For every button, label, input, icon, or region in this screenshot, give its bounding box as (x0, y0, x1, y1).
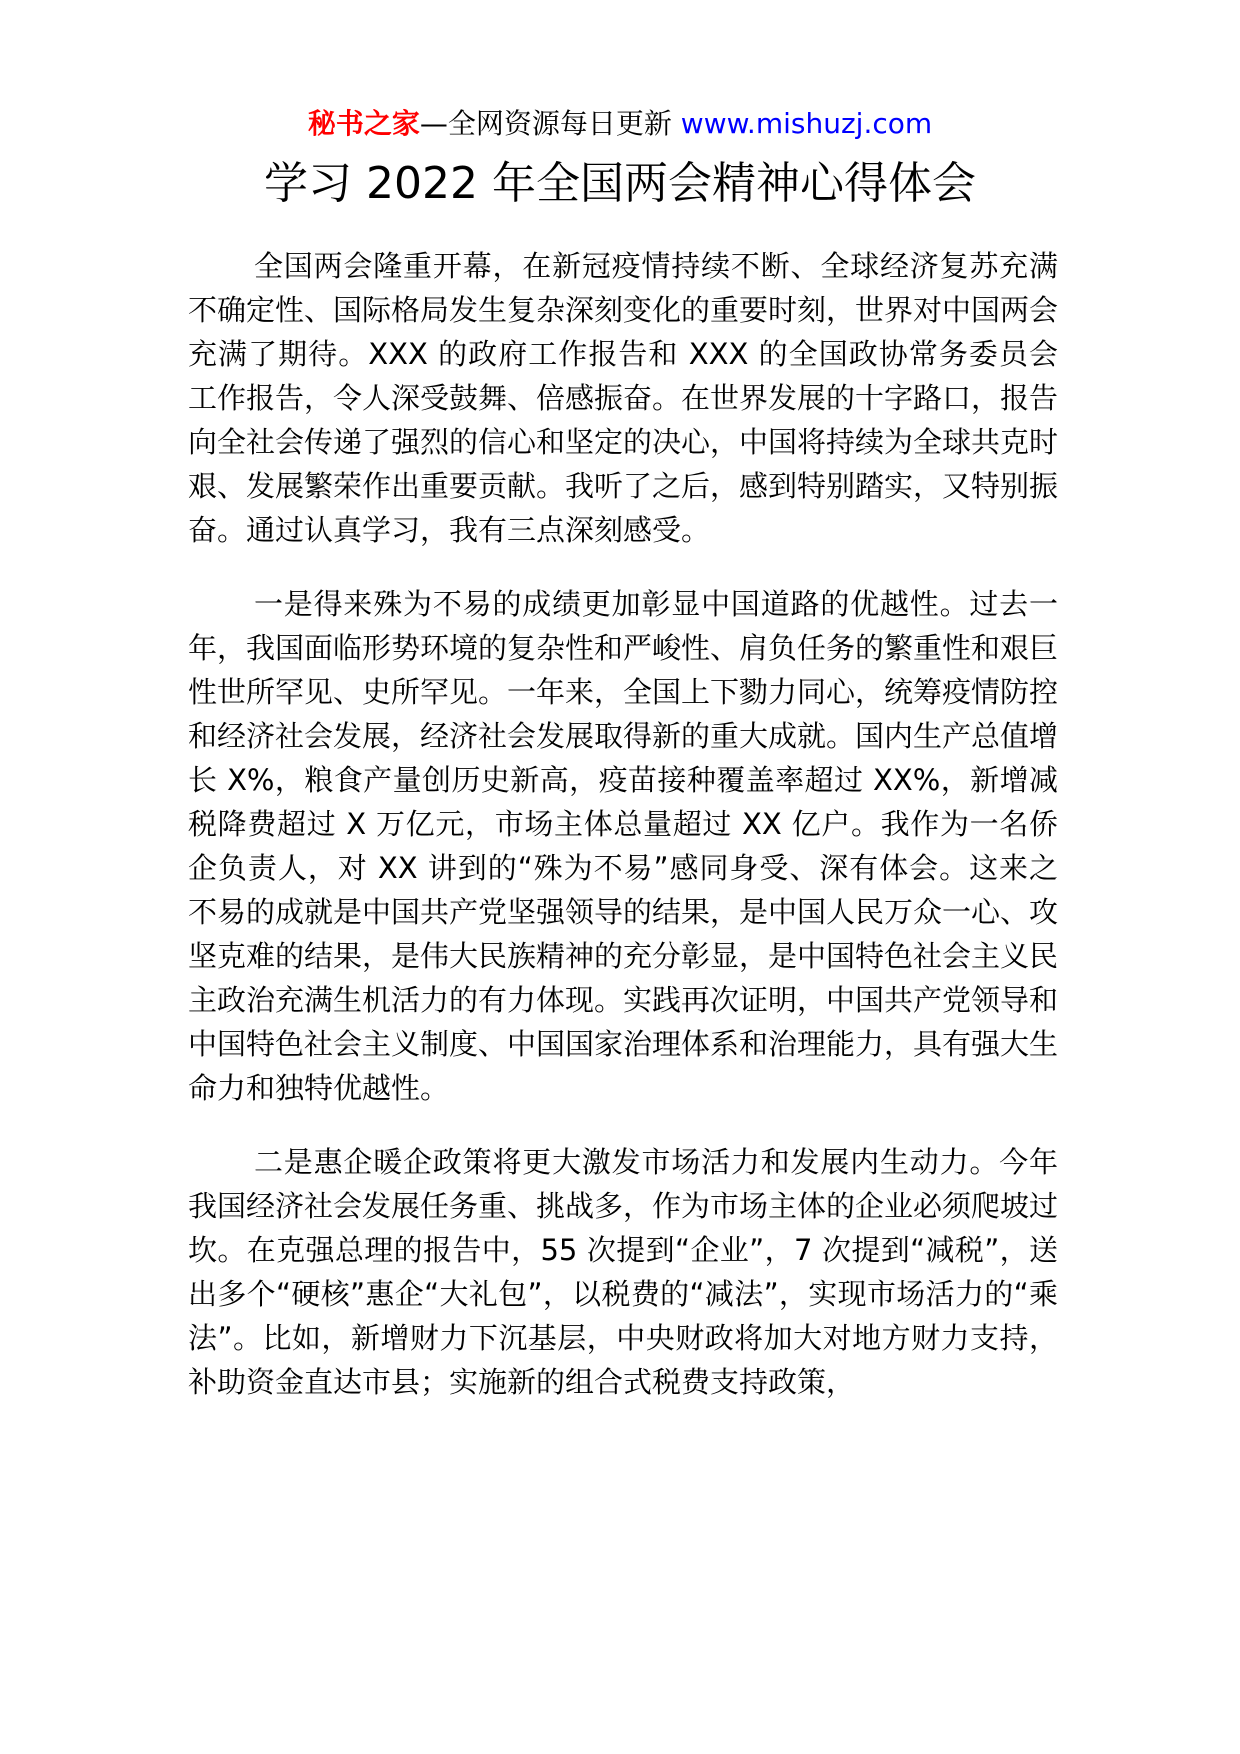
document-body (188, 244, 1058, 1434)
site-brand: 秘书之家 (307, 107, 420, 140)
site-header (0, 104, 1240, 144)
paragraph-point-two: 二是惠企暖企政策将更大激发市场活力和发展内生动力。今年我国经济社会发展任务重、挑战多，作为市场主体的企业必须爬坡过坎。在克强总理的报告中，55 次提到“企业”，7 次提到“减税”，送出多个“硬核”惠企“大礼包”，以税费的“减法”，实现市场活力的“乘法”。比如，新增财力下沉基层，中央财政将加大对地方财力支持，补助资金直达市县；实施新的组合式税费支持政策， (188, 1145, 1059, 1399)
paragraph-point-one: 一是得来殊为不易的成绩更加彰显中国道路的优越性。过去一年，我国面临形势环境的复杂性和严峻性、肩负任务的繁重性和艰巨性世所罕见、史所罕见。一年来，全国上下勠力同心，统筹疫情防控和经济社会发展，经济社会发展取得新的重大成就。国内生产总值增长 X%，粮食产量创历史新高，疫苗接种覆盖率超过 XX%，新增减税降费超过 X 万亿元，市场主体总量超过 XX 亿户。我作为一名侨企负责人，对 XX 讲到的“殊为不易”感同身受、深有体会。这来之不易的成就是中国共产党坚强领导的结果，是中国人民万众一心、攻坚克难的结果，是伟大民族精神的充分彰显，是中国特色社会主义民主政治充满生机活力的有力体现。实践再次证明，中国共产党领导和中国特色社会主义制度、中国国家治理体系和治理能力，具有强大生命力和独特优越性。 (188, 587, 1059, 1105)
site-url-link[interactable]: www.mishuzj.com (680, 107, 933, 140)
paragraph-intro: 全国两会隆重开幕，在新冠疫情持续不断、全球经济复苏充满不确定性、国际格局发生复杂深刻变化的重要时刻，世界对中国两会充满了期待。XXX 的政府工作报告和 XXX 的全国政协常务委员会工作报告，令人深受鼓舞、倍感振奋。在世界发展的十字路口，报告向全社会传递了强烈的信心和坚定的决心，中国将持续为全球共克时艰、发展繁荣作出重要贡献。我听了之后，感到特别踏实，又特别振奋。通过认真学习，我有三点深刻感受。 (188, 249, 1059, 547)
document-title: 学习 2022 年全国两会精神心得体会 (264, 158, 976, 209)
site-tagline: —全网资源每日更新 (419, 107, 672, 140)
